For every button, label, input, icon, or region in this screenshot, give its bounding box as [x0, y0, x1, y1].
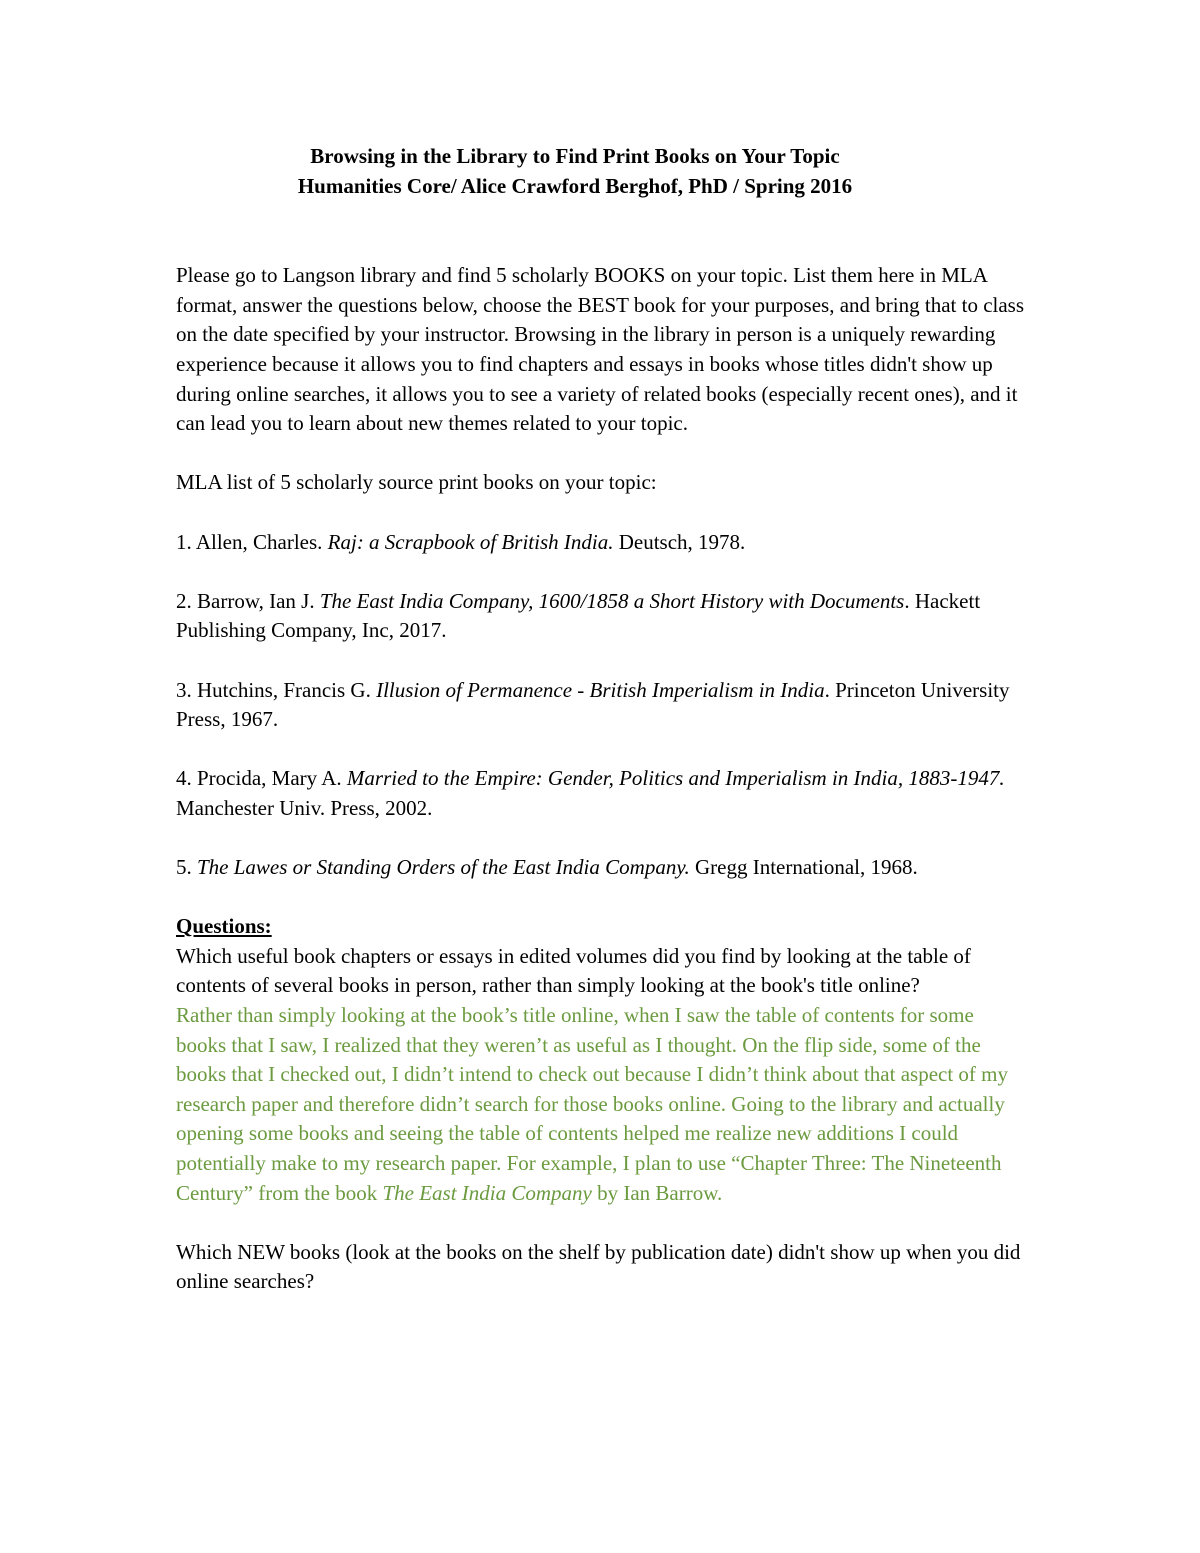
book-prefix: 2. Barrow, Ian J. — [176, 588, 320, 613]
questions-heading: Questions: — [176, 914, 272, 939]
answer-1-tail: by Ian Barrow. — [591, 1180, 723, 1205]
book-prefix: 1. Allen, Charles. — [176, 529, 328, 554]
book-title: Raj: a Scrapbook of British India. — [327, 529, 614, 554]
question-1: Which useful book chapters or essays in edited volumes did you find by looking at the table of contents of several books in person, rather than simply looking at the book's title online? — [176, 943, 971, 998]
answer-1 — [176, 1001, 1026, 1208]
book-title: Married to the Empire: Gender, Politics and Imperialism in India, 1883-1947. — [346, 766, 1005, 791]
book-title: The Lawes or Standing Orders of the East India Company. — [197, 855, 690, 880]
answer-1-text: Rather than simply looking at the book’s title online, when I saw the table of contents for some books that I saw, I realized that they weren’t as useful as I thought. On the flip side, some of the books that I checked out, I didn’t intend to check out because I didn’t think about that aspect of my research paper and therefore didn’t search for those books online. Going to the library and actually opening some books and seeing the table of contents helped me realize new additions I could potentially make to my research paper. For example, I plan to use “Chapter Three: The Nineteenth Century” from the book — [176, 1003, 1009, 1205]
book-entry-3 — [176, 676, 1026, 735]
book-prefix: 5. — [176, 855, 197, 880]
answer-1-book-title: The East India Company — [382, 1180, 592, 1205]
book-suffix: Manchester Univ. Press, 2002. — [176, 795, 433, 820]
book-suffix: Gregg International, 1968. — [689, 855, 918, 880]
book-title: The East India Company, 1600/1858 a Short History with Documents — [319, 588, 905, 613]
book-entry-2 — [176, 587, 1026, 646]
book-entry-5 — [176, 853, 1026, 883]
title-line-2: Humanities Core/ Alice Crawford Berghof, PhD / Spring 2016 — [297, 173, 853, 198]
list-heading: MLA list of 5 scholarly source print books on your topic: — [176, 470, 657, 495]
book-entry-4 — [176, 764, 1026, 823]
document-title — [150, 142, 1000, 201]
book-suffix: Deutsch, 1978. — [613, 529, 746, 554]
book-suffix: . Princeton University Press, 1967. — [176, 677, 1010, 732]
book-title: Illusion of Permanence - British Imperialism in India — [376, 677, 825, 702]
book-prefix: 4. Procida, Mary A. — [176, 766, 347, 791]
book-entry-1 — [176, 528, 1026, 558]
title-line-1: Browsing in the Library to Find Print Books on Your Topic — [310, 144, 840, 168]
question-2: Which NEW books (look at the books on the shelf by publication date) didn't show up when you did online searches? — [176, 1239, 1021, 1294]
book-suffix: . Hackett Publishing Company, Inc, 2017. — [176, 588, 981, 643]
intro-paragraph: Please go to Langson library and find 5 scholarly BOOKS on your topic. List them here in MLA format, answer the questions below, choose the BEST book for your purposes, and bring that to class on the date specified by your instructor. Browsing in the library in person is a uniquely rewarding experience because it allows you to find chapters and essays in books whose titles didn't show up during online searches, it allows you to see a variety of related books (especially recent ones), and it can lead you to learn about new themes related to your topic. — [176, 263, 1025, 436]
document-page — [176, 142, 1026, 1297]
book-prefix: 3. Hutchins, Francis G. — [176, 677, 377, 702]
